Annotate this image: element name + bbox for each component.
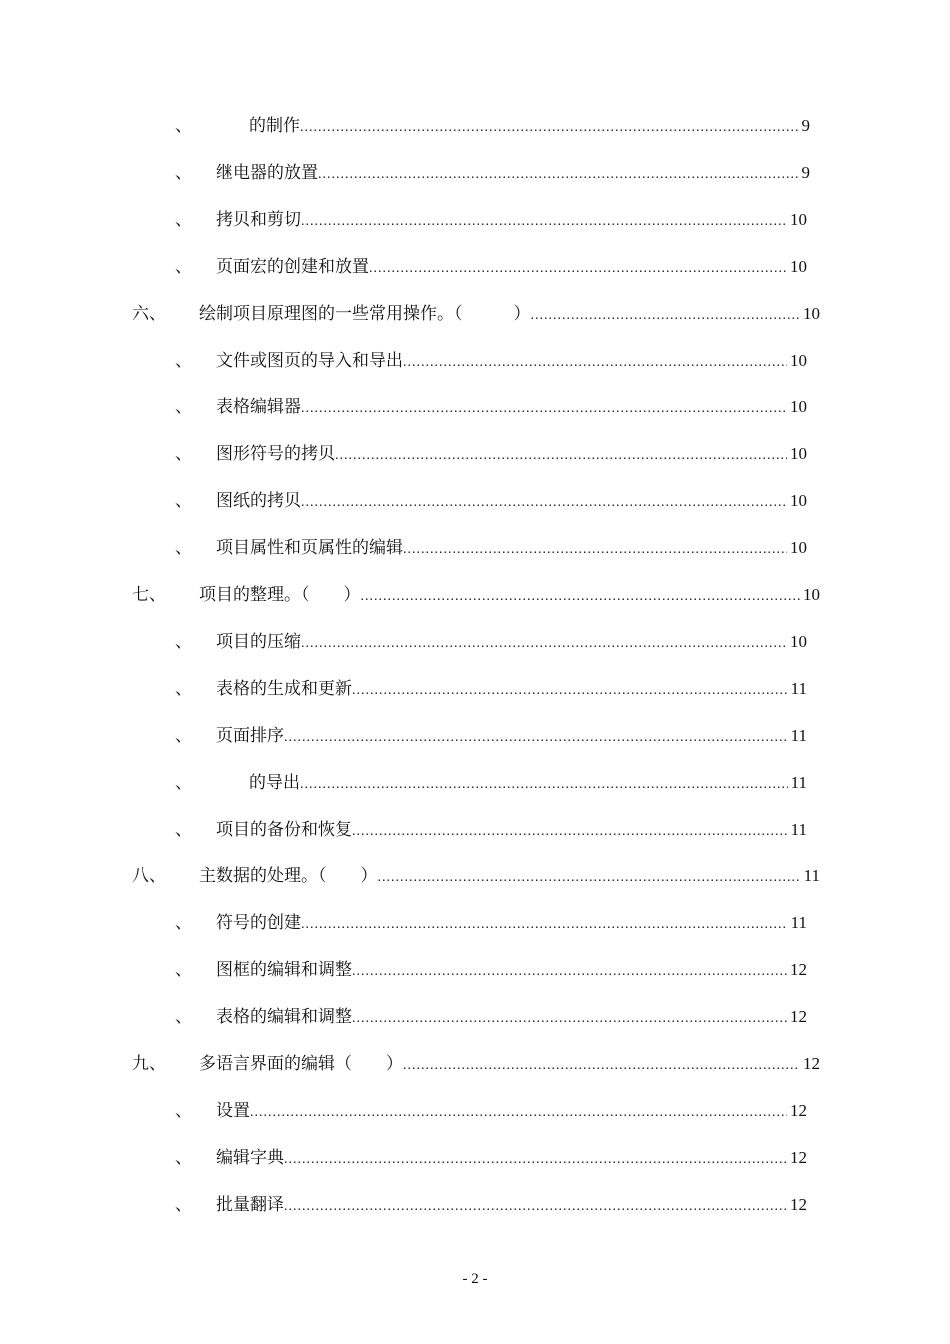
toc-entry-page-number: 12	[790, 1148, 807, 1167]
toc-dot-leader	[301, 210, 787, 234]
toc-entry-page-number: 10	[790, 210, 807, 229]
toc-entry-page-number: 11	[790, 726, 807, 745]
toc-entry-page-number: 10	[790, 257, 807, 276]
toc-subsection-entry[interactable]	[175, 771, 807, 795]
toc-entry-number: 、	[175, 632, 192, 652]
toc-entry-number: 、	[175, 913, 192, 933]
toc-subsection-entry[interactable]	[175, 489, 807, 513]
toc-entry-title: 表格的编辑和调整	[216, 1007, 352, 1027]
toc-subsection-entry[interactable]	[175, 1099, 807, 1123]
toc-dot-leader	[301, 491, 787, 515]
toc-dot-leader	[301, 632, 787, 656]
toc-subsection-entry[interactable]	[175, 1146, 807, 1170]
toc-subsection-entry[interactable]	[175, 911, 807, 935]
toc-subsection-entry[interactable]	[175, 630, 807, 654]
toc-entry-number: 、	[175, 538, 192, 558]
toc-entry-page-number: 12	[803, 1054, 820, 1073]
toc-dot-leader	[284, 726, 788, 750]
toc-entry-title: 项目的压缩	[216, 632, 301, 652]
toc-entry-page-number: 10	[790, 491, 807, 510]
toc-entry-page-number: 11	[790, 773, 807, 792]
toc-entry-number: 、	[175, 1101, 192, 1121]
toc-entry-title: 符号的创建	[216, 913, 301, 933]
toc-entry-page-number: 10	[790, 538, 807, 557]
toc-dot-leader	[352, 1007, 787, 1031]
toc-entry-page-number: 10	[790, 444, 807, 463]
toc-entry-page-number: 12	[790, 1195, 807, 1214]
toc-entry-page-number: 9	[801, 163, 810, 182]
toc-entry-page-number: 12	[790, 1101, 807, 1120]
toc-entry-number: 七、	[132, 585, 166, 605]
toc-entry-title: 设置	[216, 1101, 250, 1121]
toc-entry-page-number: 10	[803, 304, 820, 323]
toc-dot-leader	[250, 1101, 787, 1125]
toc-entry-page-number: 12	[790, 960, 807, 979]
toc-entry-title: 图纸的拷贝	[216, 491, 301, 511]
toc-entry-title: 项目的整理。（ ）	[199, 585, 361, 605]
toc-entry-page-number: 10	[790, 351, 807, 370]
toc-entry-title: 的导出	[249, 773, 300, 793]
toc-entry-number: 、	[175, 444, 192, 464]
toc-subsection-entry[interactable]	[175, 442, 807, 466]
toc-entry-page-number: 10	[803, 585, 820, 604]
toc-subsection-entry[interactable]	[175, 1193, 807, 1217]
toc-entry-title: 表格编辑器	[216, 397, 301, 417]
toc-dot-leader	[284, 1195, 787, 1219]
toc-dot-leader	[284, 1148, 787, 1172]
toc-entry-page-number: 11	[790, 820, 807, 839]
toc-entry-title: 项目属性和页属性的编辑	[216, 538, 403, 558]
toc-section-entry[interactable]	[132, 864, 820, 888]
toc-entry-title: 的制作	[249, 116, 300, 136]
toc-subsection-entry[interactable]	[175, 724, 807, 748]
toc-dot-leader	[403, 351, 787, 375]
toc-subsection-entry[interactable]	[175, 349, 807, 373]
toc-dot-leader	[301, 913, 788, 937]
toc-entry-page-number: 10	[790, 632, 807, 651]
toc-entry-number: 、	[175, 491, 192, 511]
toc-entry-number: 、	[175, 820, 192, 840]
toc-subsection-entry[interactable]	[175, 818, 807, 842]
toc-entry-number: 、	[175, 210, 192, 230]
page-number: - 2 -	[462, 1271, 488, 1287]
toc-entry-number: 八、	[132, 866, 166, 886]
toc-entry-number: 、	[175, 726, 192, 746]
toc-subsection-entry[interactable]	[175, 208, 807, 232]
toc-entry-title: 表格的生成和更新	[216, 679, 352, 699]
toc-entry-page-number: 11	[790, 913, 807, 932]
toc-dot-leader	[531, 304, 801, 328]
toc-entry-title: 项目的备份和恢复	[216, 820, 352, 840]
toc-entry-title: 编辑字典	[216, 1148, 284, 1168]
toc-entry-title: 主数据的处理。（ ）	[199, 866, 378, 886]
toc-dot-leader	[352, 960, 787, 984]
toc-entry-page-number: 12	[790, 1007, 807, 1026]
toc-subsection-entry[interactable]	[175, 677, 807, 701]
toc-entry-number: 、	[175, 116, 192, 136]
toc-entry-number: 、	[175, 351, 192, 371]
toc-subsection-entry[interactable]	[175, 395, 807, 419]
toc-dot-leader	[301, 397, 787, 421]
toc-entry-number: 、	[175, 679, 192, 699]
toc-subsection-entry[interactable]	[175, 958, 807, 982]
toc-dot-leader	[318, 163, 799, 187]
toc-entry-number: 、	[175, 257, 192, 277]
toc-dot-leader	[300, 116, 799, 140]
toc-entry-number: 九、	[132, 1054, 166, 1074]
toc-entry-title: 绘制项目原理图的一些常用操作。（ ）	[199, 304, 531, 324]
toc-subsection-entry[interactable]	[175, 536, 807, 560]
toc-entry-number: 、	[175, 397, 192, 417]
toc-dot-leader	[352, 679, 788, 703]
toc-entry-title: 图形符号的拷贝	[216, 444, 335, 464]
toc-subsection-entry[interactable]	[175, 1005, 807, 1029]
toc-subsection-entry[interactable]	[175, 255, 807, 279]
toc-entry-page-number: 9	[801, 116, 810, 135]
toc-dot-leader	[361, 585, 801, 609]
toc-entry-title: 继电器的放置	[216, 163, 318, 183]
toc-entry-title: 多语言界面的编辑（ ）	[199, 1054, 403, 1074]
toc-section-entry[interactable]	[132, 302, 820, 326]
toc-dot-leader	[352, 820, 788, 844]
toc-dot-leader	[300, 773, 788, 797]
toc-section-entry[interactable]	[132, 1052, 820, 1076]
toc-dot-leader	[378, 866, 801, 890]
toc-entry-number: 、	[175, 1195, 192, 1215]
toc-dot-leader	[369, 257, 787, 281]
toc-entry-title: 页面宏的创建和放置	[216, 257, 369, 277]
toc-entry-number: 、	[175, 1007, 192, 1027]
toc-entry-page-number: 10	[790, 397, 807, 416]
toc-entry-number: 、	[175, 960, 192, 980]
toc-entry-page-number: 11	[803, 866, 820, 885]
toc-entry-number: 六、	[132, 304, 166, 324]
toc-entry-title: 批量翻译	[216, 1195, 284, 1215]
toc-subsection-entry[interactable]	[175, 161, 810, 185]
toc-entry-number: 、	[175, 1148, 192, 1168]
toc-entry-page-number: 11	[790, 679, 807, 698]
toc-subsection-entry[interactable]	[175, 114, 810, 138]
toc-entry-title: 图框的编辑和调整	[216, 960, 352, 980]
toc-dot-leader	[403, 1054, 800, 1078]
toc-dot-leader	[335, 444, 787, 468]
toc-entry-number: 、	[175, 163, 192, 183]
toc-entry-title: 文件或图页的导入和导出	[216, 351, 403, 371]
toc-entry-title: 拷贝和剪切	[216, 210, 301, 230]
toc-section-entry[interactable]	[132, 583, 820, 607]
toc-entry-title: 页面排序	[216, 726, 284, 746]
toc-entry-number: 、	[175, 773, 192, 793]
toc-dot-leader	[403, 538, 787, 562]
